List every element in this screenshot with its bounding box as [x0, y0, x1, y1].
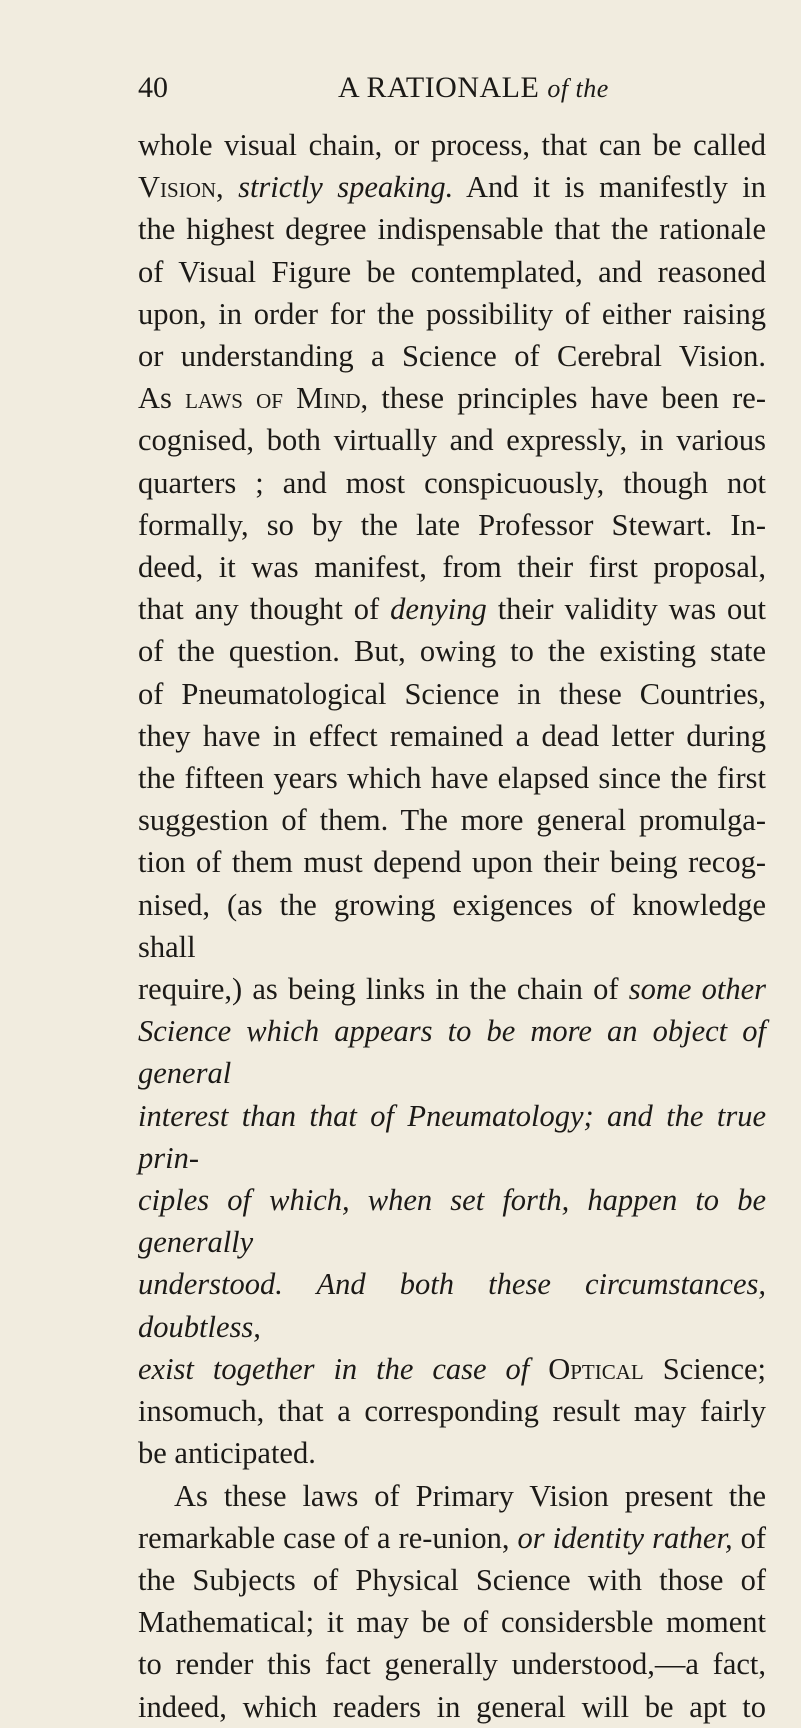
text-line: interest than that of Pneumatology; and the true prin- [138, 1098, 766, 1175]
text-line: upon, in order for the possibility of either raising [138, 296, 766, 331]
italic-phrase: strictly speaking. [238, 170, 454, 205]
paragraph-2 [138, 1475, 766, 1728]
body-text [138, 124, 766, 1728]
italic-phrase: some other [628, 972, 767, 1007]
text-line: exist together in the case of Optical Science; [138, 1351, 767, 1386]
text-line: cognised, both virtually and expressly, in various [138, 423, 766, 458]
text-line: insomuch, that a corresponding result may fairly [138, 1394, 766, 1429]
text-line: require,) as being links in the chain of some other [138, 972, 767, 1007]
text-line: the Subjects of Physical Science with those of [138, 1562, 766, 1597]
text-line: the highest degree indispensable that the rationale [138, 212, 766, 247]
text-line: remarkable case of a re-union, or identity rather, of [138, 1520, 767, 1555]
text-line: As these laws of Primary Vision present the [174, 1478, 766, 1513]
text-line: indeed, which readers in general will be apt to [138, 1689, 766, 1724]
page-header [138, 70, 698, 106]
italic-phrase: or identity rather, [517, 1520, 733, 1555]
text-line: of Visual Figure be contemplated, and reasoned [138, 254, 766, 289]
running-head-italic: of the [547, 74, 609, 103]
text-line: Science which appears to be more an object of general [138, 1014, 766, 1091]
italic-phrase: denying [390, 592, 487, 627]
small-caps-term: Vision, [138, 170, 224, 205]
text-line: the fifteen years which have elapsed since the first [138, 761, 766, 796]
paragraph-1 [138, 124, 766, 1475]
text-line: As laws of Mind, these principles have been re- [138, 381, 767, 416]
text-line: understood. And both these circumstances, doubtless, [138, 1267, 766, 1344]
text-line: nised, (as the growing exigences of knowledge shall [138, 887, 766, 964]
text-line: whole visual chain, or process, that can be called [138, 128, 766, 162]
page-number: 40 [138, 71, 168, 104]
small-caps-term: laws of Mind, [185, 381, 369, 416]
text-line: be anticipated. [138, 1436, 316, 1471]
text-line: Vision, strictly speaking. And it is manifestly in [138, 170, 766, 205]
text-line: deed, it was manifest, from their first proposal, [138, 550, 766, 585]
text-line: they have in effect remained a dead letter during [138, 718, 766, 753]
text-line: suggestion of them. The more general promulga- [138, 803, 766, 838]
text-line: tion of them must depend upon their being recog- [138, 845, 766, 880]
text-line: Mathematical; it may be of considersble moment [138, 1605, 766, 1640]
text-line: of the question. But, owing to the existing state [138, 634, 766, 669]
running-head-title: A RATIONALE [338, 71, 540, 104]
text-line: that any thought of denying their validity was out [138, 592, 767, 627]
small-caps-term: Optical [548, 1351, 644, 1386]
text-line: ciples of which, when set forth, happen to be generally [138, 1183, 766, 1260]
text-line: of Pneumatological Science in these Countries, [138, 676, 766, 711]
text-line: quarters ; and most conspicuously, though not [138, 465, 766, 500]
text-line: formally, so by the late Professor Stewart. In- [138, 507, 766, 542]
text-line: or understanding a Science of Cerebral Vision. [138, 339, 766, 374]
text-line: to render this fact generally understood,—a fact, [138, 1647, 766, 1682]
running-head [338, 70, 609, 107]
